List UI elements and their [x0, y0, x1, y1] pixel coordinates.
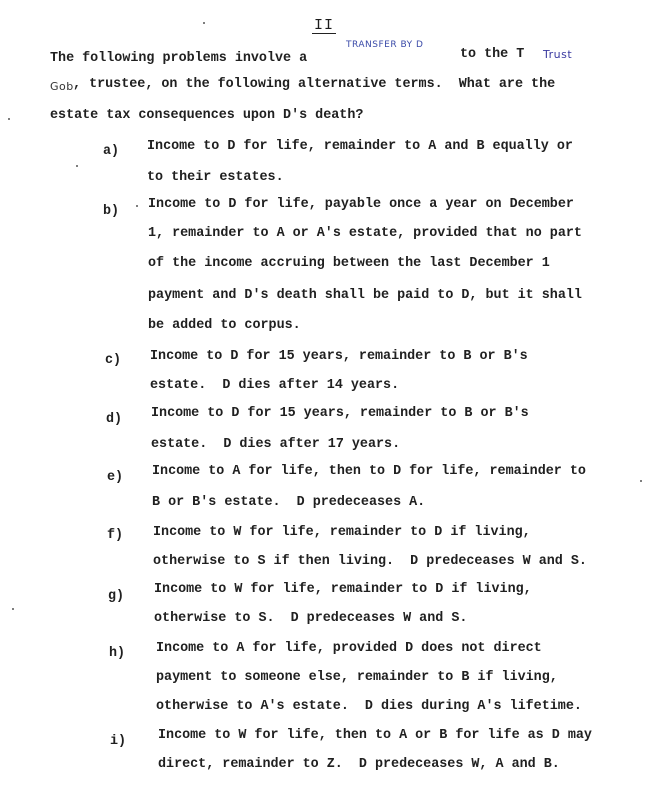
item-b-label: b) — [103, 204, 120, 219]
intro-line-1: The following problems involve a — [50, 51, 308, 66]
item-b-line-1: Income to D for life, payable once a year on December — [148, 197, 574, 212]
item-b-line-4: payment and D's death shall be paid to D, but it shall — [148, 288, 582, 303]
item-f-line-1: Income to W for life, remainder to D if living, — [153, 525, 531, 540]
item-f-line-2: otherwise to S if then living. D predeceases W and S. — [153, 554, 587, 569]
handwritten-trustee-prefix: Gob — [50, 80, 74, 93]
item-b-line-5: be added to corpus. — [148, 318, 301, 333]
item-h-line-2: payment to someone else, remainder to B if living, — [156, 670, 558, 685]
item-d-line-2: estate. D dies after 17 years. — [151, 437, 401, 452]
item-c-line-2: estate. D dies after 14 years. — [150, 378, 400, 393]
item-h-line-3: otherwise to A's estate. D dies during A's lifetime. — [156, 699, 582, 714]
scan-speck — [203, 22, 205, 24]
handwritten-trust: Trust — [543, 48, 573, 61]
scan-speck — [136, 205, 138, 207]
item-e-label: e) — [107, 470, 124, 485]
item-e-line-1: Income to A for life, then to D for life, remainder to — [152, 464, 586, 479]
handwritten-note: TRANSFER BY D — [346, 40, 424, 50]
item-f-label: f) — [107, 528, 124, 543]
item-a-line-2: to their estates. — [147, 170, 284, 185]
item-h-label: h) — [109, 646, 126, 661]
item-h-line-1: Income to A for life, provided D does not direct — [156, 641, 542, 656]
intro-line-2: , trustee, on the following alternative terms. What are the — [73, 77, 556, 92]
scan-speck — [76, 165, 78, 167]
scan-speck — [8, 118, 10, 120]
item-a-label: a) — [103, 144, 120, 159]
item-d-line-1: Income to D for 15 years, remainder to B or B's — [151, 406, 529, 421]
item-i-line-2: direct, remainder to Z. D predeceases W, A and B. — [158, 757, 560, 772]
item-b-line-2: 1, remainder to A or A's estate, provided that no part — [148, 226, 582, 241]
intro-line-3: estate tax consequences upon D's death? — [50, 108, 364, 123]
item-i-line-1: Income to W for life, then to A or B for life as D may — [158, 728, 592, 743]
item-d-label: d) — [106, 412, 123, 427]
scan-speck — [640, 480, 642, 482]
item-c-line-1: Income to D for 15 years, remainder to B or B's — [150, 349, 528, 364]
item-b-line-3: of the income accruing between the last December 1 — [148, 256, 550, 271]
item-c-label: c) — [105, 353, 122, 368]
item-e-line-2: B or B's estate. D predeceases A. — [152, 495, 426, 510]
item-g-label: g) — [108, 589, 125, 604]
intro-line-1-end: to the T — [460, 47, 525, 62]
item-i-label: i) — [110, 734, 127, 749]
item-g-line-2: otherwise to S. D predeceases W and S. — [154, 611, 468, 626]
scan-speck — [12, 608, 14, 610]
section-heading: II — [314, 17, 335, 34]
item-g-line-1: Income to W for life, remainder to D if living, — [154, 582, 532, 597]
item-a-line-1: Income to D for life, remainder to A and B equally or — [147, 139, 573, 154]
